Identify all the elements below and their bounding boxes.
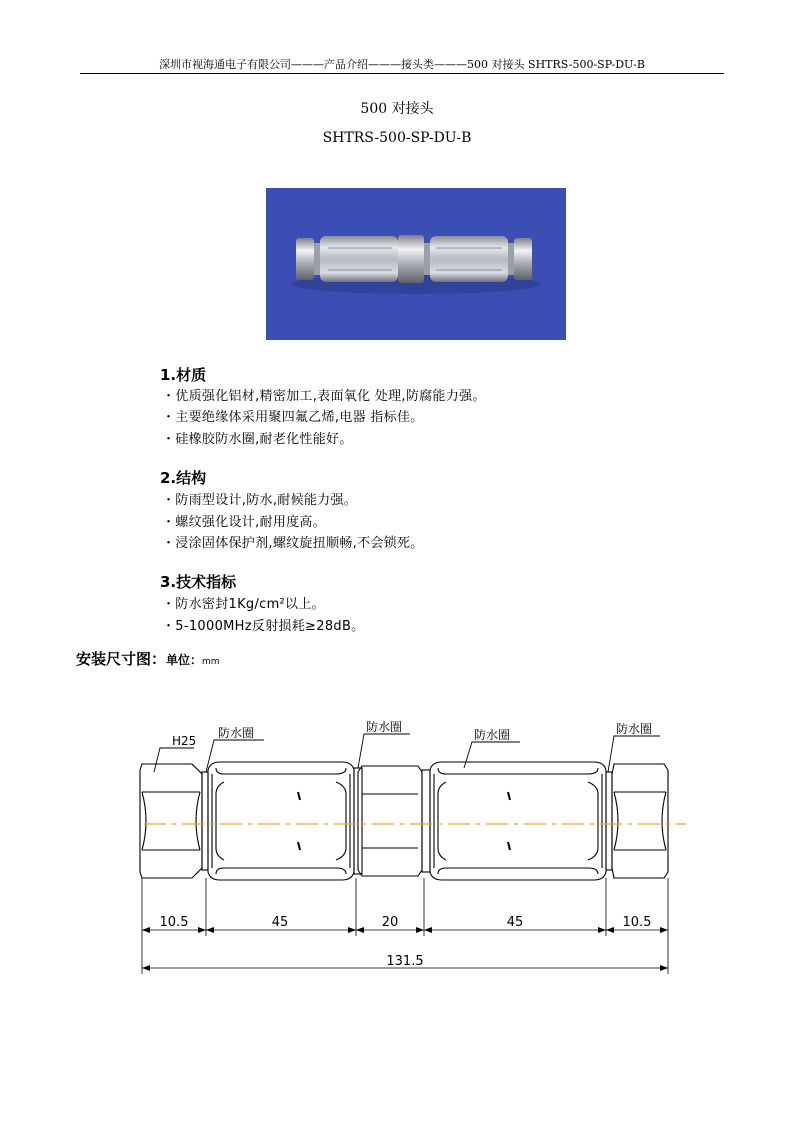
connector-drawing-svg [120,712,700,982]
section-structure-item: ・防雨型设计,防水,耐候能力强。 [162,493,358,508]
dimension-drawing [120,712,700,982]
hex-size-label: H25 [172,734,197,748]
dimension-title [76,648,220,669]
page-header: 深圳市视海通电子有限公司———产品介绍———接头类———500 对接头 SHTRS-500-SP-DU-B [159,58,645,71]
dimension-unit-value: mm [202,657,220,667]
section-material-title: 1.材质 [160,366,207,384]
section-material-item: ・优质强化铝材,精密加工,表面氧化 处理,防腐能力强。 [162,389,486,404]
section-structure-item: ・螺纹强化设计,耐用度高。 [162,515,327,530]
dim-label-5: 10.5 [622,915,652,930]
section-structure-title: 2.结构 [160,469,207,487]
dim-label-total: 131.5 [386,954,424,969]
seal-label: 防水圈 [366,720,403,734]
product-name: 500 对接头 [360,101,434,117]
product-photo [266,188,566,340]
product-model: SHTRS-500-SP-DU-B [322,130,472,146]
dim-label-4: 45 [506,915,524,930]
dimension-unit-label: 单位： [166,653,203,667]
section-structure-item: ・浸涂固体保护剂,螺纹旋扭顺畅,不会锁死。 [162,536,424,551]
section-material-item: ・硅橡胶防水圈,耐老化性能好。 [162,432,353,447]
section-spec-title: 3.技术指标 [160,573,237,591]
dim-label-2: 45 [271,915,289,930]
section-material-item: ・主要绝缘体采用聚四氟乙烯,电器 指标佳。 [162,410,424,425]
connector-photo-illustration [266,188,566,340]
header-rule [80,73,724,74]
seal-label: 防水圈 [218,726,255,740]
section-spec-item: ・防水密封1Kg/cm²以上。 [162,597,325,612]
seal-label: 防水圈 [616,722,653,736]
dim-label-3: 20 [381,915,399,930]
seal-label: 防水圈 [474,728,511,742]
section-spec-item: ・5-1000MHz反射损耗≥28dB。 [162,619,365,634]
dim-label-1: 10.5 [159,915,189,930]
dimension-title-text: 安装尺寸图： [76,650,167,668]
